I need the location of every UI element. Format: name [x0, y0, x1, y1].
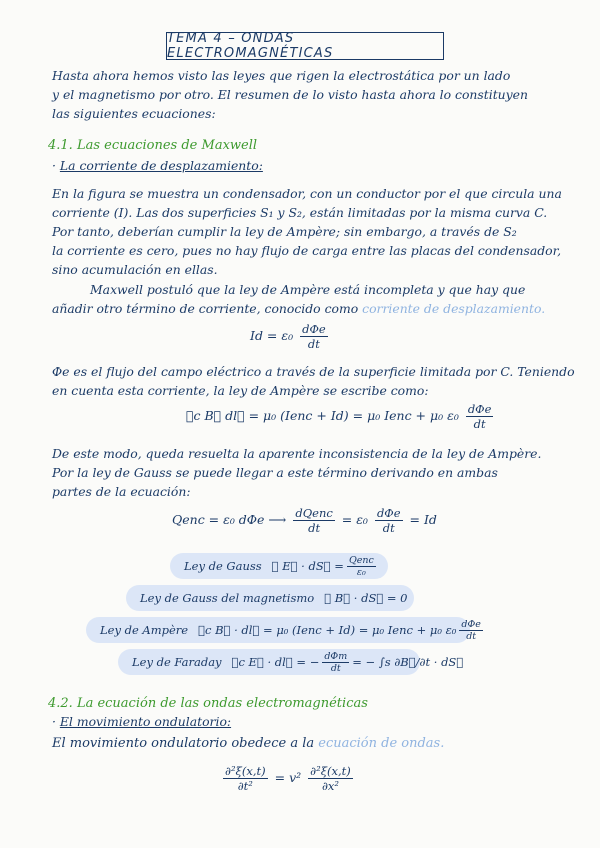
- highlight-displacement-current: corriente de desplazamiento.: [362, 301, 546, 316]
- text-line: Maxwell postuló que la ley de Ampère está incompleta y que hay que: [90, 282, 526, 297]
- text-line: Por la ley de Gauss se puede llegar a este término derivando en ambas: [52, 465, 498, 480]
- equation-ampere-maxwell: ∮c B⃗ dl⃗ = μ₀ (Ienc + Id) = μ₀ Ienc + μ₀ ε₀ $\frac{\text{dΦe}}{dt}$: [186, 402, 492, 431]
- fraction: $\frac{\text{dΦe}}{dt}$: [461, 618, 481, 642]
- text-line: Por tanto, deberían cumplir la ley de Ampère; sin embargo, a través de S₂: [52, 224, 517, 239]
- intro-line: Hasta ahora hemos visto las leyes que rigen la electrostática por un lado: [52, 68, 511, 83]
- maxwell-faraday-law: Ley de Faraday ∮c E⃗ · dl⃗ = − $\frac{\text{dΦm}}{dt}$ = − ∫s ∂B⃗/∂t · dS⃗: [118, 649, 420, 675]
- equation-wave: $\frac{\text{∂²ξ(x,t)}}{\text{∂t²}}$ = v² $\frac{\text{∂²ξ(x,t)}}{\text{∂x²}}$: [225, 764, 351, 793]
- equation-displacement-current: Id = ε₀ $\frac{\text{dΦe}}{dt}$: [250, 322, 326, 351]
- maxwell-gauss-magnetism: Ley de Gauss del magnetismo ∮ B⃗ · dS⃗ = 0: [126, 585, 414, 611]
- intro-line: las siguientes ecuaciones:: [52, 106, 216, 121]
- text-line: sino acumulación en ellas.: [52, 262, 218, 277]
- fraction: $\frac{\text{dΦe}}{dt}$: [302, 322, 326, 351]
- text-line: corriente (I). Las dos superficies S₁ y S₂, están limitadas por la misma curva C.: [52, 205, 548, 220]
- section-heading-maxwell: 4.1. Las ecuaciones de Maxwell: [48, 138, 258, 153]
- paragraph-gauss: [52, 444, 541, 501]
- paragraph-wave-motion: El movimiento ondulatorio obedece a la ecuación de ondas.: [52, 736, 445, 751]
- subheading-wave-motion: · El movimiento ondulatorio:: [52, 714, 232, 729]
- fraction: $\frac{\text{dΦe}}{dt}$: [467, 402, 492, 431]
- equation-gauss-derivation: Qenc = ε₀ dΦe ⟶ $\frac{\text{dQenc}}{dt}$ = ε₀ $\frac{\text{dΦe}}{dt}$ = Id: [172, 506, 437, 535]
- fraction: $\frac{\text{Qenc}}{\text{ε₀}}$: [348, 554, 374, 578]
- paragraph-maxwell-postulate: [52, 280, 545, 318]
- fraction: $\frac{\text{dΦe}}{dt}$: [376, 506, 401, 535]
- maxwell-gauss-law: Ley de Gauss ∮ E⃗ · dS⃗ = $\frac{\text{Qenc}}{\text{ε₀}}$: [170, 553, 388, 579]
- maxwell-ampere-law: Ley de Ampère ∮c B⃗ · dl⃗ = μ₀ (Ienc + Id) = μ₀ Ienc + μ₀ ε₀ $\frac{\text{dΦe}}{dt}$: [86, 617, 470, 643]
- intro-line: y el magnetismo por otro. El resumen de lo visto hasta ahora lo constituyen: [52, 87, 528, 102]
- subheading-displacement-current: · La corriente de desplazamiento:: [52, 158, 263, 173]
- highlight-wave-equation: ecuación de ondas.: [318, 736, 445, 751]
- text-line: En la figura se muestra un condensador, con un conductor por el que circula una: [52, 186, 562, 201]
- paragraph-flux: [52, 362, 575, 400]
- text-line: Φe es el flujo del campo eléctrico a través de la superficie limitada por C. Teniendo: [52, 364, 575, 379]
- fraction: $\frac{\text{dΦm}}{dt}$: [324, 650, 348, 674]
- section-heading-wave-equation: 4.2. La ecuación de las ondas electromagnéticas: [48, 696, 368, 711]
- fraction: $\frac{\text{∂²ξ(x,t)}}{\text{∂x²}}$: [310, 764, 351, 793]
- fraction: $\frac{\text{dQenc}}{dt}$: [295, 506, 333, 535]
- text-line: en cuenta esta corriente, la ley de Ampère se escribe como:: [52, 383, 429, 398]
- paragraph-capacitor: [52, 184, 562, 279]
- text-line: De este modo, queda resuelta la aparente inconsistencia de la ley de Ampère.: [52, 446, 542, 461]
- text-line: añadir otro término de corriente, conocido como corriente de desplazamiento.: [52, 301, 546, 316]
- text-line: la corriente es cero, pues no hay flujo de carga entre las placas del condensador,: [52, 243, 562, 258]
- fraction: $\frac{\text{∂²ξ(x,t)}}{\text{∂t²}}$: [225, 764, 266, 793]
- text-line: partes de la ecuación:: [52, 484, 191, 499]
- page-title: TEMA 4 – ONDAS ELECTROMAGNÉTICAS: [166, 32, 444, 60]
- intro-paragraph: [52, 66, 528, 123]
